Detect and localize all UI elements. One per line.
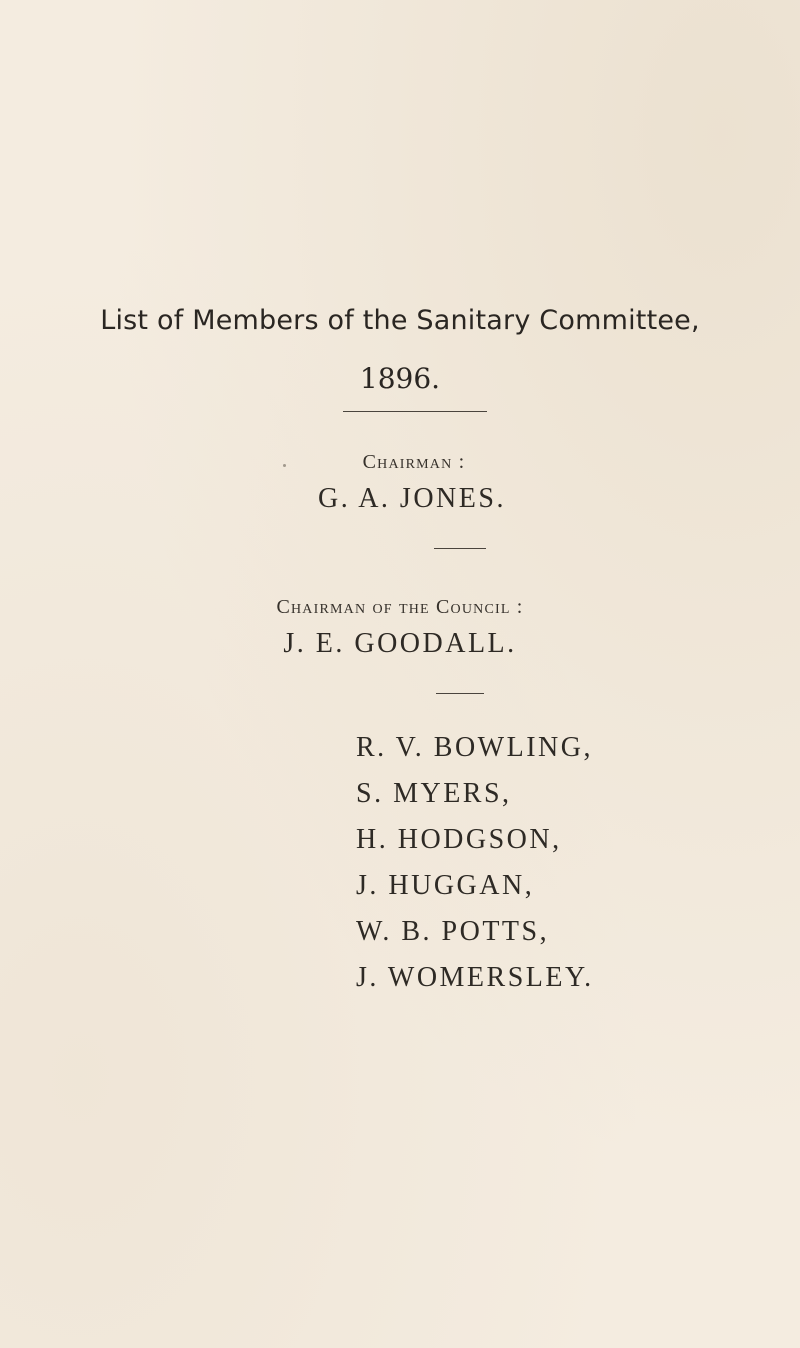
council-chairman-name: J. E. GOODALL. bbox=[283, 628, 517, 659]
divider-rule bbox=[434, 548, 486, 549]
divider-rule bbox=[436, 693, 484, 694]
member-item: S. MYERS, bbox=[356, 778, 512, 809]
member-list bbox=[356, 725, 594, 1001]
council-chairman-label: Chairman of the Council : bbox=[276, 596, 524, 618]
member-item: R. V. BOWLING, bbox=[356, 732, 593, 763]
member-item: H. HODGSON, bbox=[356, 824, 562, 855]
member-item: J. HUGGAN, bbox=[356, 870, 535, 901]
member-item: W. B. POTTS, bbox=[356, 916, 550, 947]
year: 1896. bbox=[359, 362, 441, 395]
member-item: J. WOMERSLEY. bbox=[356, 962, 594, 993]
divider-rule bbox=[343, 411, 487, 412]
chairman-label: Chairman : bbox=[362, 451, 466, 473]
page-title: List of Members of the Sanitary Committee, bbox=[100, 305, 700, 336]
chairman-name: G. A. JONES. bbox=[318, 483, 506, 514]
